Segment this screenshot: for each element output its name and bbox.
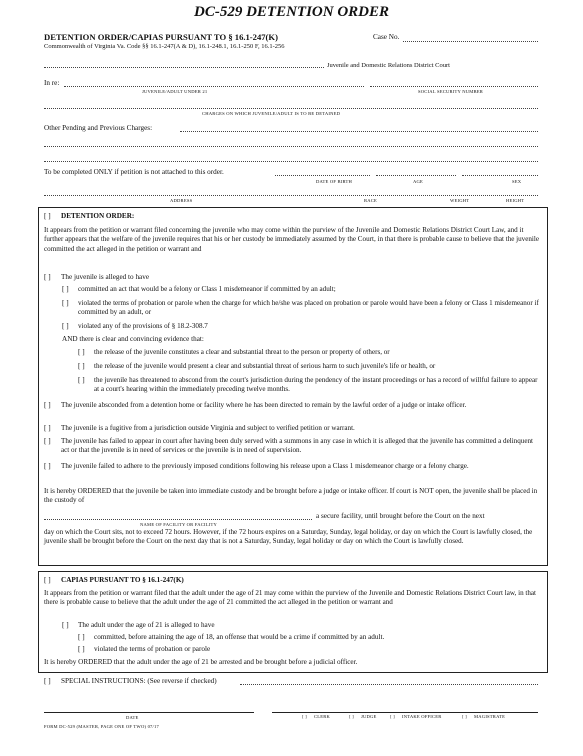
capias-opt2-text: violated the terms of probation or parole (94, 645, 211, 653)
date-label: DATE (126, 715, 139, 720)
detention-ordered-text: It is hereby ORDERED that the juvenile be taken into immediate custody and be brought before a judge or intake officer. If court is NOT open, the juvenile shall be placed in the custody of (44, 487, 538, 505)
facility-field[interactable] (44, 519, 312, 520)
other-charges-label: Other Pending and Previous Charges: (44, 124, 153, 132)
failed-adhere-text: The juvenile failed to adhere to the previously imposed conditions following his release upon a Class 1 misdemeanor charge or a felony charge. (61, 462, 469, 470)
absconded-text: The juvenile absconded from a detention home or facility where he has been directed to remain by the lawful order of a judge or intake officer. (61, 401, 467, 409)
special-instructions-field[interactable] (240, 684, 538, 685)
detention-heading: DETENTION ORDER: (61, 212, 135, 220)
age-label: AGE (413, 179, 424, 184)
court-name-field[interactable] (44, 67, 324, 68)
opt3-text: violated any of the provisions of § 18.2-308.7 (78, 322, 208, 330)
address-label: ADDRESS (170, 198, 193, 203)
age-field[interactable] (376, 175, 456, 176)
date-line[interactable] (44, 712, 254, 713)
alleged-checkbox[interactable]: [ ] (44, 273, 51, 281)
ssn-label: SOCIAL SECURITY NUMBER (418, 89, 484, 94)
alleged-label: The juvenile is alleged to have (61, 273, 150, 281)
address-field[interactable] (44, 195, 538, 196)
citation: Commonwealth of Virginia Va. Code §§ 16.1-247(A & D), 16.1-248.1, 16.1-250 F, 16.1-256 (44, 43, 285, 50)
and-clear-label: AND there is clear and convincing evidence that: (62, 335, 204, 343)
capias-ordered-text: It is hereby ORDERED that the adult under the age of 21 be arrested and be brought before a judicial officer. (44, 658, 358, 666)
facility-label: NAME OF FACILITY OR FACILITY (140, 522, 217, 527)
other-charges-field-1[interactable] (180, 131, 538, 132)
form-subtitle: DETENTION ORDER/CAPIAS PURSUANT TO § 16.1-247(K) (44, 32, 278, 42)
sub1-checkbox[interactable]: [ ] (78, 348, 85, 356)
height-label: HEIGHT (506, 198, 525, 203)
detention-checkbox[interactable]: [ ] (44, 212, 51, 220)
sub1-text: the release of the juvenile constitutes a clear and substantial threat to the person or property of others, or (94, 348, 390, 356)
capias-intro: It appears from the petition or warrant filed that the adult under the age of 21 may come within the purview of the Juvenile and Domestic Relations District Court law, in that there is probable cause to believe that the adult under the age of 21 committed the act alleged in the petition or warrant and (44, 589, 537, 607)
clerk-label: CLERK (314, 714, 331, 719)
capias-opt2-checkbox[interactable]: [ ] (78, 645, 85, 653)
judge-label: JUDGE (361, 714, 377, 719)
judge-checkbox[interactable]: [ ] (349, 714, 354, 719)
sex-field[interactable] (462, 175, 538, 176)
in-re-label: In re: (44, 79, 60, 87)
sub2-text: the release of the juvenile would present a clear and substantial threat of serious harm to such juvenile's life or health, or (94, 362, 436, 370)
capias-opt1-checkbox[interactable]: [ ] (78, 633, 85, 641)
next-day-text: day on which the Court sits, not to exceed 72 hours. However, if the 72 hours expires on a Saturday, Sunday, legal holiday, or day on which the Court is lawfully closed, the juvenile shall be brought before the Court on the next day that is not a Saturday, Sunday, legal holiday or day on which the Court is lawfully closed. (44, 528, 533, 546)
charges-label: CHARGES ON WHICH JUVENILE/ADULT IS TO BE DETAINED (202, 111, 341, 116)
sex-label: SEX (512, 179, 522, 184)
clerk-checkbox[interactable]: [ ] (302, 714, 307, 719)
failed-adhere-checkbox[interactable]: [ ] (44, 462, 51, 470)
opt3-checkbox[interactable]: [ ] (62, 322, 69, 330)
charges-field[interactable] (44, 108, 538, 109)
other-charges-field-3[interactable] (44, 161, 538, 162)
opt1-checkbox[interactable]: [ ] (62, 285, 69, 293)
opt2-text: violated the terms of probation or parole when the charge for which he/she was placed on probation or parole would have been a felony or Class 1 misdemeanor if committed by an adult, or (78, 299, 539, 317)
intake-checkbox[interactable]: [ ] (390, 714, 395, 719)
complete-only-label: To be completed ONLY if petition is not attached to this order. (44, 168, 224, 176)
capias-alleged-label: The adult under the age of 21 is alleged to have (78, 621, 215, 629)
sub3-text: the juvenile has threatened to abscond from the court's jurisdiction during the pendency of the instant proceedings or has a record of willful failure to appear at a court's hearing within the immediately preceding twelve months. (94, 376, 538, 394)
special-checkbox[interactable]: [ ] (44, 677, 51, 685)
dob-field[interactable] (275, 175, 370, 176)
other-charges-field-2[interactable] (44, 146, 538, 147)
ssn-field[interactable] (370, 86, 538, 87)
intake-label: INTAKE OFFICER (402, 714, 442, 719)
opt2-checkbox[interactable]: [ ] (62, 299, 69, 307)
capias-checkbox[interactable]: [ ] (44, 576, 51, 584)
fugitive-checkbox[interactable]: [ ] (44, 424, 51, 432)
case-no-field[interactable] (403, 41, 538, 42)
sub3-checkbox[interactable]: [ ] (78, 376, 85, 384)
juvenile-name-field[interactable] (64, 86, 364, 87)
weight-label: WEIGHT (450, 198, 470, 203)
detention-intro: It appears from the petition or warrant filed concerning the juvenile who may come within the purview of the Juvenile and Domestic Relations District Court Law, and it further appears that the welfare of the juvenile requires that his or her custody be immediately assumed by the Court, in that there is probable cause to believe that the juvenile committed the act alleged in the petition or warrant and (44, 226, 540, 253)
absconded-checkbox[interactable]: [ ] (44, 401, 51, 409)
race-label: RACE (364, 198, 378, 203)
failed-appear-checkbox[interactable]: [ ] (44, 437, 51, 445)
capias-opt1-text: committed, before attaining the age of 18, an offense that would be a crime if committed by an adult. (94, 633, 385, 641)
sub2-checkbox[interactable]: [ ] (78, 362, 85, 370)
signature-line[interactable] (272, 712, 538, 713)
failed-appear-text: The juvenile has failed to appear in court after having been duly served with a summons in any case in which it is alleged that the juvenile has committed a delinquent act or that the juvenile is in need of services or the juvenile is in need of supervision. (61, 437, 533, 455)
capias-heading: CAPIAS PURSUANT TO § 16.1-247(K) (61, 576, 184, 584)
dob-label: DATE OF BIRTH (316, 179, 353, 184)
case-no-label: Case No. (373, 33, 400, 41)
form-id: FORM DC-529 (MASTER, PAGE ONE OF TWO) 07/17 (44, 724, 160, 729)
capias-alleged-checkbox[interactable]: [ ] (62, 621, 69, 629)
special-instructions-label: SPECIAL INSTRUCTIONS: (See reverse if checked) (61, 677, 217, 685)
magistrate-label: MAGISTRATE (474, 714, 506, 719)
opt1-text: committed an act that would be a felony or Class 1 misdemeanor if committed by an adult; (78, 285, 336, 293)
fugitive-text: The juvenile is a fugitive from a jurisdiction outside Virginia and subject to verified petition or warrant. (61, 424, 355, 432)
court-name: Juvenile and Domestic Relations District Court (327, 62, 450, 69)
juvenile-label: JUVENILE/ADULT UNDER 21 (142, 89, 208, 94)
magistrate-checkbox[interactable]: [ ] (462, 714, 467, 719)
form-title: DC-529 DETENTION ORDER (193, 4, 389, 20)
secure-facility-text: a secure facility, until brought before the Court on the next (316, 512, 485, 520)
